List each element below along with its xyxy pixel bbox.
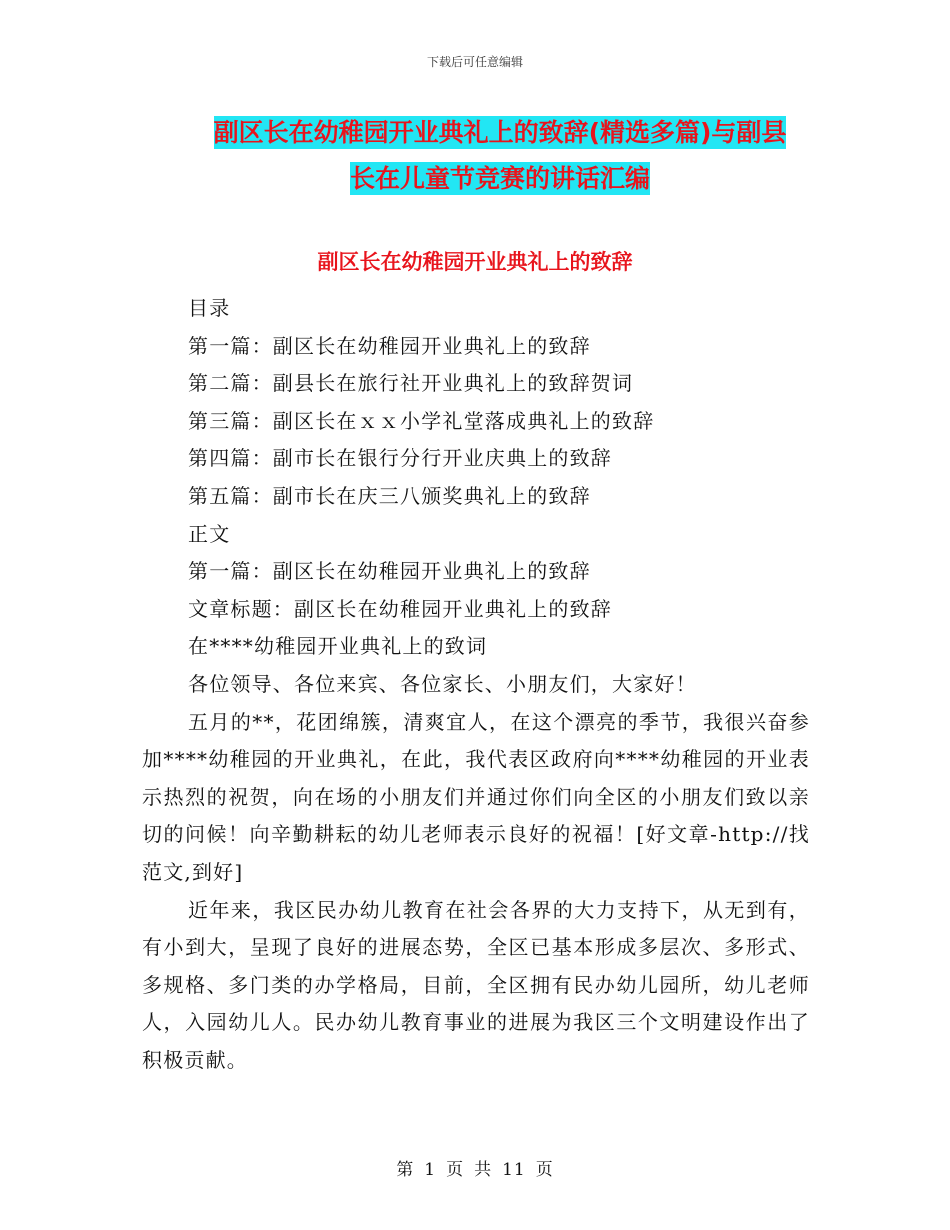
- footer-page-word: 页: [446, 1160, 465, 1180]
- toc-item-3: 第三篇：副区长在ｘｘ小学礼堂落成典礼上的致辞: [188, 408, 655, 433]
- toc-heading: 目录: [188, 296, 231, 320]
- title-line-2: 长在儿童节竞赛的讲话汇编: [349, 164, 650, 193]
- paragraph-2: 近年来，我区民办幼儿教育在社会各界的大力支持下，从无到有，有小到大，呈现了良好的进展态势，全区已基本形成多层次、多形式、多规格、多门类的办学格局，目前，全区拥有民办幼儿园所，幼儿老师人，入园幼儿人。民办幼儿教育事业的进展为我区三个文明建设作出了积极贡献。: [142, 897, 810, 1072]
- footer-total-label: 共: [474, 1160, 493, 1180]
- body-heading: 正文: [188, 521, 231, 546]
- footer-prefix: 第: [396, 1160, 415, 1180]
- document-title: [140, 110, 860, 202]
- footer-total-pages: 11: [502, 1160, 526, 1180]
- toc-item-1: 第一篇：副区长在幼稚园开业典礼上的致辞: [188, 333, 591, 358]
- toc-item-4: 第四篇：副市长在银行分行开业庆典上的致辞: [188, 446, 612, 471]
- greeting: 各位领导、各位来宾、各位家长、小朋友们，大家好！: [188, 671, 697, 696]
- section-title: 副区长在幼稚园开业典礼上的致辞: [317, 250, 633, 274]
- title-line-1: 副区长在幼稚园开业典礼上的致辞(精选多篇)与副县: [213, 118, 787, 147]
- paragraph-1: 五月的**，花团绵簇，清爽宜人，在这个漂亮的季节，我很兴奋参加****幼稚园的开业典礼，在此，我代表区政府向****幼稚园的开业表示热烈的祝贺，向在场的小朋友们并通过你们向全区的小朋友们致以亲切的问候！向辛勤耕耘的幼儿老师表示良好的祝福！[好文章-http://找范文,到好]: [142, 709, 810, 884]
- chapter-title: 第一篇：副区长在幼稚园开业典礼上的致辞: [188, 559, 591, 584]
- speech-title: 在****幼稚园开业典礼上的致词: [188, 634, 488, 659]
- footer-suffix: 页: [535, 1160, 554, 1180]
- header-note: 下载后可任意编辑: [426, 55, 523, 69]
- page-footer: [0, 1155, 950, 1180]
- document-body: [142, 290, 810, 1079]
- toc-item-2: 第二篇：副县长在旅行社开业典礼上的致辞贺词: [188, 371, 634, 396]
- toc-item-5: 第五篇：副市长在庆三八颁奖典礼上的致辞: [188, 483, 591, 508]
- footer-page-number: 1: [424, 1160, 437, 1180]
- article-title: 文章标题：副区长在幼稚园开业典礼上的致辞: [188, 596, 612, 621]
